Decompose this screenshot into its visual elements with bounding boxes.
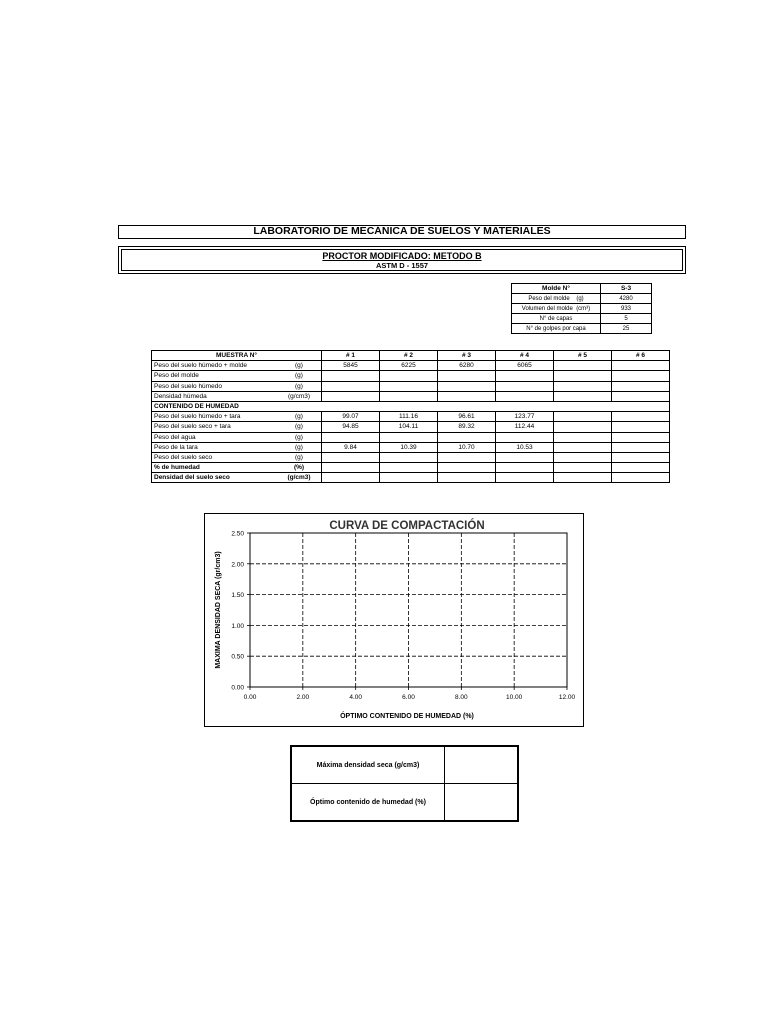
optimum-moisture-label: Óptimo contenido de humedad (%) (291, 784, 445, 822)
row-label: Peso de la tara (152, 442, 278, 452)
mold-row (512, 304, 652, 314)
table-cell (438, 463, 496, 473)
row-unit: (g) (277, 432, 322, 442)
test-header-inner (121, 249, 683, 271)
table-cell (554, 442, 612, 452)
chart-y-axis-label: MAXIMA DENSIDAD SECA (gr/cm3) (215, 551, 222, 669)
table-row (152, 473, 670, 483)
row-unit: (g) (277, 412, 322, 422)
chart-title: CURVA DE COMPACTACIÓN (329, 520, 485, 532)
table-cell: 6225 (380, 361, 438, 371)
table-cell: 10.70 (438, 442, 496, 452)
table-row (152, 391, 670, 401)
row-unit: (g/cm3) (277, 391, 322, 401)
row-label: Peso del agua (152, 432, 278, 442)
table-cell (554, 381, 612, 391)
row-unit: (g) (277, 442, 322, 452)
table-cell (554, 452, 612, 462)
y-tick-label: 0.50 (231, 653, 244, 661)
table-cell (554, 412, 612, 422)
table-cell (554, 391, 612, 401)
lab-title (118, 225, 686, 239)
y-tick-label: 1.00 (231, 622, 244, 630)
section-label: CONTENIDO DE HUMEDAD (152, 401, 670, 411)
table-cell: 99.07 (322, 412, 380, 422)
table-cell (554, 473, 612, 483)
table-cell (554, 463, 612, 473)
y-tick-label: 2.50 (231, 530, 244, 538)
test-header (118, 246, 686, 274)
table-cell: 5845 (322, 361, 380, 371)
sample-table-header (152, 351, 670, 361)
table-cell (612, 463, 670, 473)
mold-row-value: 5 (601, 314, 652, 324)
results-table (290, 745, 519, 822)
y-tick-label: 0.00 (231, 684, 244, 692)
table-cell: 6280 (438, 361, 496, 371)
table-row (152, 412, 670, 422)
table-cell (438, 371, 496, 381)
row-label: Densidad húmeda (152, 391, 278, 401)
sample-column-header: # 1 (322, 351, 380, 361)
x-tick-label: 8.00 (455, 694, 468, 701)
row-label: % de humedad (152, 463, 278, 473)
table-cell (438, 381, 496, 391)
mold-number-value: S-3 (601, 284, 652, 294)
mold-table-header (512, 284, 652, 294)
table-cell (438, 391, 496, 401)
sample-column-header: # 5 (554, 351, 612, 361)
table-row (152, 452, 670, 462)
row-label: Peso del suelo seco (152, 452, 278, 462)
chart-x-axis-label: ÓPTIMO CONTENIDO DE HUMEDAD (%) (340, 713, 474, 720)
row-unit: (g) (277, 361, 322, 371)
x-tick-label: 4.00 (349, 694, 362, 701)
table-cell (554, 361, 612, 371)
table-row (152, 371, 670, 381)
lab-title-text: LABORATORIO DE MECÁNICA DE SUELOS Y MATERIALES (253, 225, 551, 237)
table-cell (612, 381, 670, 391)
mold-row (512, 294, 652, 304)
y-tick-label: 2.00 (231, 561, 244, 569)
mold-row-value: 933 (601, 304, 652, 314)
mold-row-label: N° de golpes por capa (512, 324, 601, 334)
table-cell (380, 452, 438, 462)
x-tick-label: 10.00 (506, 694, 523, 701)
table-cell (322, 381, 380, 391)
table-cell (496, 391, 554, 401)
table-cell (496, 452, 554, 462)
table-cell (612, 391, 670, 401)
table-cell (496, 371, 554, 381)
row-label: Peso del suelo húmedo + tara (152, 412, 278, 422)
table-cell (612, 452, 670, 462)
x-tick-label: 0.00 (243, 694, 257, 701)
table-cell (438, 432, 496, 442)
row-unit: (g/cm3) (277, 473, 322, 483)
table-cell (612, 361, 670, 371)
max-dry-density-value (445, 746, 519, 784)
test-standard: ASTM D - 1557 (375, 261, 429, 270)
table-cell: 111.16 (380, 412, 438, 422)
table-cell (554, 422, 612, 432)
table-cell (496, 463, 554, 473)
mold-row-label: N° de capas (512, 314, 601, 324)
table-cell (322, 473, 380, 483)
max-dry-density-label: Máxima densidad seca (g/cm3) (291, 746, 445, 784)
table-cell (380, 391, 438, 401)
table-cell (612, 422, 670, 432)
x-tick-label: 2.00 (296, 694, 310, 701)
mold-row (512, 314, 652, 324)
test-method-title: PROCTOR MODIFICADO: METODO B (322, 251, 482, 261)
row-label: Peso del molde (152, 371, 278, 381)
table-cell: 123.77 (496, 412, 554, 422)
mold-row-label: Volumen del molde (cm³) (512, 304, 601, 314)
sample-column-header: # 3 (438, 351, 496, 361)
table-cell (438, 452, 496, 462)
compaction-chart (204, 513, 584, 727)
table-cell (554, 432, 612, 442)
table-cell: 94.85 (322, 422, 380, 432)
table-cell: 112.44 (496, 422, 554, 432)
row-unit: (g) (277, 422, 322, 432)
table-cell (612, 412, 670, 422)
table-cell (380, 432, 438, 442)
table-cell (322, 463, 380, 473)
table-cell: 10.53 (496, 442, 554, 452)
x-tick-label: 12.00 (558, 694, 576, 701)
mold-row-label: Peso del molde (g) (512, 294, 601, 304)
row-unit: (g) (277, 452, 322, 462)
table-cell: 6065 (496, 361, 554, 371)
table-cell (322, 371, 380, 381)
table-cell: 104.11 (380, 422, 438, 432)
sample-table (151, 350, 670, 483)
x-tick-label: 6.00 (402, 694, 415, 701)
table-row (152, 432, 670, 442)
table-cell (380, 463, 438, 473)
mold-row (512, 324, 652, 334)
table-cell (380, 473, 438, 483)
table-row (152, 463, 670, 473)
table-cell: 10.39 (380, 442, 438, 452)
sample-column-header: # 4 (496, 351, 554, 361)
result-row (291, 746, 518, 784)
result-row (291, 784, 518, 822)
sample-column-header: # 2 (380, 351, 438, 361)
sample-column-header: # 6 (612, 351, 670, 361)
table-cell: 9.84 (322, 442, 380, 452)
row-label: Peso del suelo húmedo + molde (152, 361, 278, 371)
table-cell: 96.61 (438, 412, 496, 422)
row-unit: (g) (277, 381, 322, 391)
mold-table (511, 283, 652, 334)
compaction-chart-svg (205, 514, 583, 726)
plot-area (250, 533, 567, 687)
table-cell (380, 381, 438, 391)
y-tick-label: 1.50 (231, 592, 244, 600)
optimum-moisture-value (445, 784, 519, 822)
row-label: Peso del suelo húmedo (152, 381, 278, 391)
table-cell (322, 452, 380, 462)
table-cell (612, 371, 670, 381)
table-row (152, 381, 670, 391)
mold-row-value: 25 (601, 324, 652, 334)
sample-header-label: MUESTRA N° (152, 351, 322, 361)
table-cell (322, 432, 380, 442)
row-unit: (g) (277, 371, 322, 381)
table-row (152, 422, 670, 432)
mold-row-value: 4280 (601, 294, 652, 304)
table-cell (496, 432, 554, 442)
table-row (152, 442, 670, 452)
table-cell: 89.32 (438, 422, 496, 432)
table-cell (496, 381, 554, 391)
table-cell (612, 473, 670, 483)
table-cell (438, 473, 496, 483)
table-row (152, 361, 670, 371)
table-cell (380, 371, 438, 381)
row-unit: (%) (277, 463, 322, 473)
row-label: Densidad del suelo seco (152, 473, 278, 483)
table-cell (496, 473, 554, 483)
table-cell (322, 391, 380, 401)
table-cell (554, 371, 612, 381)
table-cell (612, 432, 670, 442)
section-row (152, 401, 670, 411)
table-cell (612, 442, 670, 452)
mold-number-label: Molde N° (512, 284, 601, 294)
row-label: Peso del suelo seco + tara (152, 422, 278, 432)
